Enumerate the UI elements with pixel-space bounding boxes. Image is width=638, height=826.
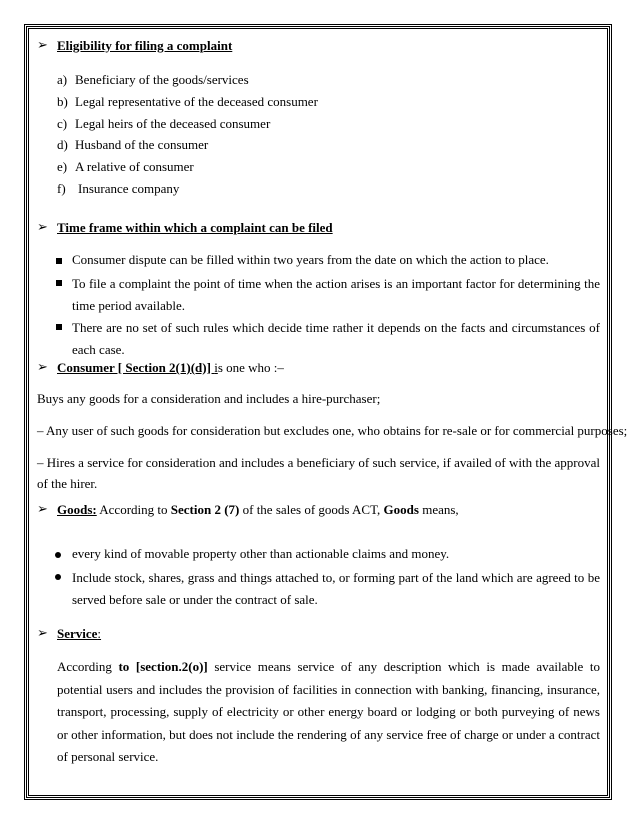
- arrow-bullet-icon: ➢: [37, 502, 48, 517]
- arrow-bullet-icon: ➢: [37, 360, 48, 375]
- list-item: To file a complaint the point of time when the action arises is an important factor for determining the time period available.: [72, 276, 600, 313]
- service-paragraph: [57, 656, 600, 769]
- service-heading-colon: :: [97, 626, 102, 641]
- list-item: Legal representative of the deceased consumer: [75, 94, 318, 109]
- round-bullet-icon: [55, 552, 61, 558]
- list-item: Legal heirs of the deceased consumer: [75, 116, 271, 131]
- consumer-heading-line: [57, 359, 284, 376]
- square-bullet-icon: [56, 258, 62, 264]
- service-heading-line: [57, 625, 101, 642]
- list-item: Beneficiary of the goods/services: [75, 72, 249, 87]
- timeframe-heading: Time frame within which a complaint can be filed: [57, 220, 333, 235]
- list-letter: b): [57, 94, 68, 109]
- service-text: According: [57, 659, 119, 674]
- list-item: every kind of movable property other than actionable claims and money.: [72, 546, 450, 561]
- goods-heading-line: [57, 501, 459, 518]
- service-text: service means service of any description which is made available to potential users and includes the provision of facilities in connection with banking, financing, insurance, transport, processing, supply of electricity or other energy board or lodging or both purveying of news or other information, but does not include the rendering of any service free of charge or under a contract of personal service.: [57, 659, 601, 764]
- goods-intro-text: of the sales of goods ACT,: [239, 502, 384, 517]
- list-letter: e): [57, 159, 68, 174]
- square-bullet-icon: [56, 324, 62, 330]
- list-item: Include stock, shares, grass and things attached to, or forming part of the land which are agreed to be served before sale or under the contract of sale.: [72, 570, 600, 607]
- goods-section-ref: Section 2 (7): [170, 502, 240, 517]
- list-letter: a): [57, 72, 68, 87]
- list-letter: d): [57, 137, 68, 152]
- paragraph: – Hires a service for consideration and includes a beneficiary of such service, if availed of with the approval of the hirer.: [37, 455, 600, 491]
- round-bullet-icon: [55, 574, 61, 580]
- arrow-bullet-icon: ➢: [37, 220, 48, 235]
- service-heading: Service: [57, 626, 98, 641]
- paragraph: Buys any goods for a consideration and includes a hire-purchaser;: [37, 391, 381, 406]
- goods-intro-text: means,: [418, 502, 459, 517]
- consumer-heading-tail-underlined: i: [214, 360, 218, 375]
- consumer-heading: Consumer [ Section 2(1)(d)]: [57, 360, 215, 375]
- goods-term: Goods: [383, 502, 419, 517]
- service-section-ref: to [section.2(o)]: [118, 659, 208, 674]
- arrow-bullet-icon: ➢: [37, 38, 48, 53]
- list-item: A relative of consumer: [75, 159, 194, 174]
- list-letter: f): [57, 181, 66, 196]
- square-bullet-icon: [56, 280, 62, 286]
- list-letter: c): [57, 116, 68, 131]
- list-item: Insurance company: [78, 181, 180, 196]
- goods-intro-text: According to: [96, 502, 171, 517]
- list-item: There are no set of such rules which decide time rather it depends on the facts and circumstances of each case.: [72, 320, 600, 357]
- eligibility-heading: Eligibility for filing a complaint: [57, 38, 233, 53]
- list-item: Husband of the consumer: [75, 137, 209, 152]
- paragraph: – Any user of such goods for consideration but excludes one, who obtains for re-sale or for commercial purposes;: [37, 423, 628, 438]
- list-item: Consumer dispute can be filled within two years from the date on which the action to place.: [72, 252, 549, 267]
- goods-heading: Goods:: [57, 502, 97, 517]
- arrow-bullet-icon: ➢: [37, 626, 48, 641]
- consumer-heading-tail: s one who :–: [217, 360, 284, 375]
